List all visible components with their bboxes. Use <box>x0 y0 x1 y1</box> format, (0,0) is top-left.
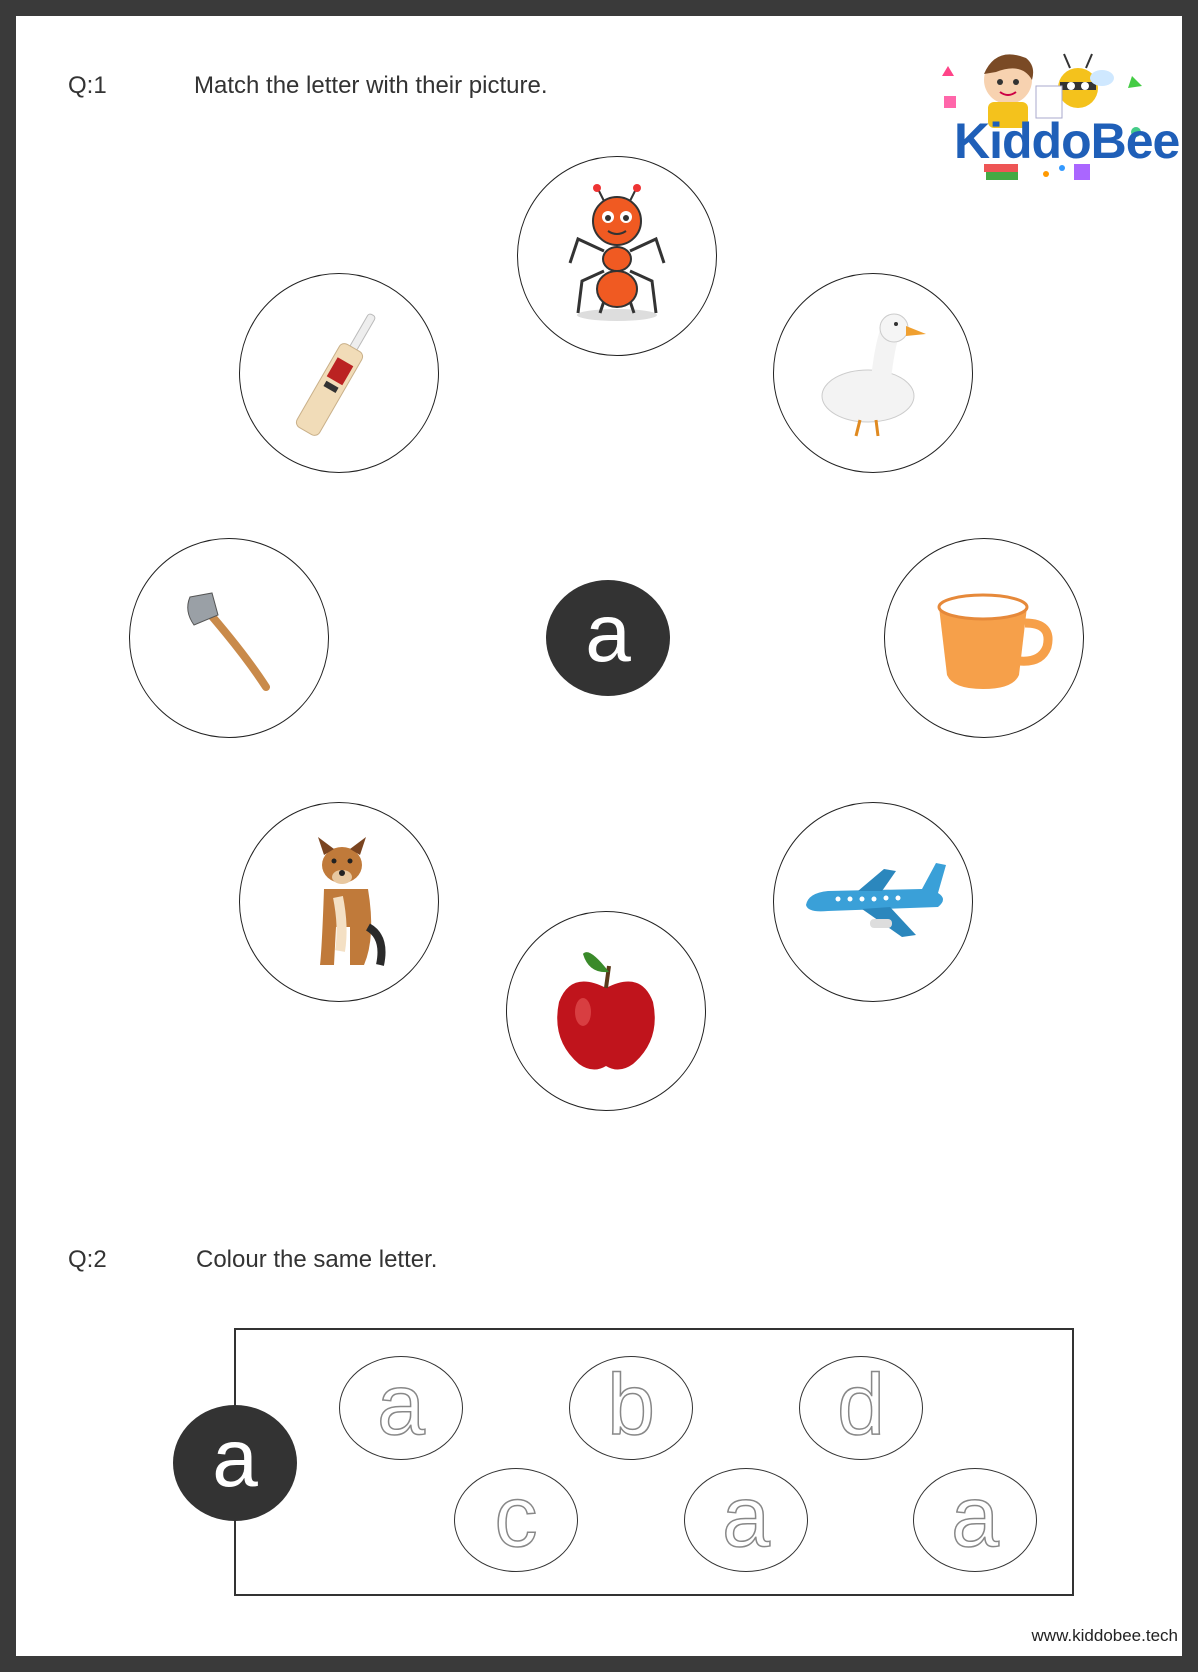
q1-letter: a <box>585 588 631 679</box>
letter-bubble[interactable] <box>913 1468 1037 1572</box>
question-1-label: Q:1 <box>68 72 107 99</box>
footer-url[interactable]: www.kiddobee.tech <box>1031 1626 1178 1645</box>
picture-apple[interactable] <box>506 911 706 1111</box>
picture-airplane[interactable] <box>773 802 973 1002</box>
duck-icon <box>798 298 948 448</box>
letter-bubble[interactable] <box>454 1468 578 1572</box>
q2-letter: a <box>212 1413 258 1504</box>
bat-icon <box>264 298 414 448</box>
bubble-letter: d <box>837 1357 885 1453</box>
axe-icon <box>154 563 304 713</box>
picture-cup[interactable] <box>884 538 1084 738</box>
q1-letter-circle <box>546 580 670 696</box>
picture-ant[interactable] <box>517 156 717 356</box>
bubble-letter: c <box>494 1469 538 1565</box>
letter-bubble[interactable] <box>684 1468 808 1572</box>
picture-dog[interactable] <box>239 802 439 1002</box>
bubble-letter: a <box>951 1469 999 1565</box>
dog-icon <box>264 827 414 977</box>
q2-letter-circle <box>173 1405 297 1521</box>
picture-bat[interactable] <box>239 273 439 473</box>
logo-text: KiddoBee <box>954 113 1180 169</box>
question-2-text: Colour the same letter. <box>196 1246 438 1273</box>
letter-bubble[interactable] <box>799 1356 923 1460</box>
letter-bubble[interactable] <box>569 1356 693 1460</box>
question-2-label: Q:2 <box>68 1246 107 1273</box>
bubble-letter: a <box>722 1469 770 1565</box>
picture-duck[interactable] <box>773 273 973 473</box>
apple-icon <box>531 936 681 1086</box>
picture-axe[interactable] <box>129 538 329 738</box>
bubble-letter: a <box>377 1357 425 1453</box>
airplane-icon <box>798 827 948 977</box>
letter-bubble[interactable] <box>339 1356 463 1460</box>
bubble-letter: b <box>607 1357 655 1453</box>
cup-icon <box>909 563 1059 713</box>
ant-icon <box>542 181 692 331</box>
question-1-text: Match the letter with their picture. <box>194 72 548 99</box>
